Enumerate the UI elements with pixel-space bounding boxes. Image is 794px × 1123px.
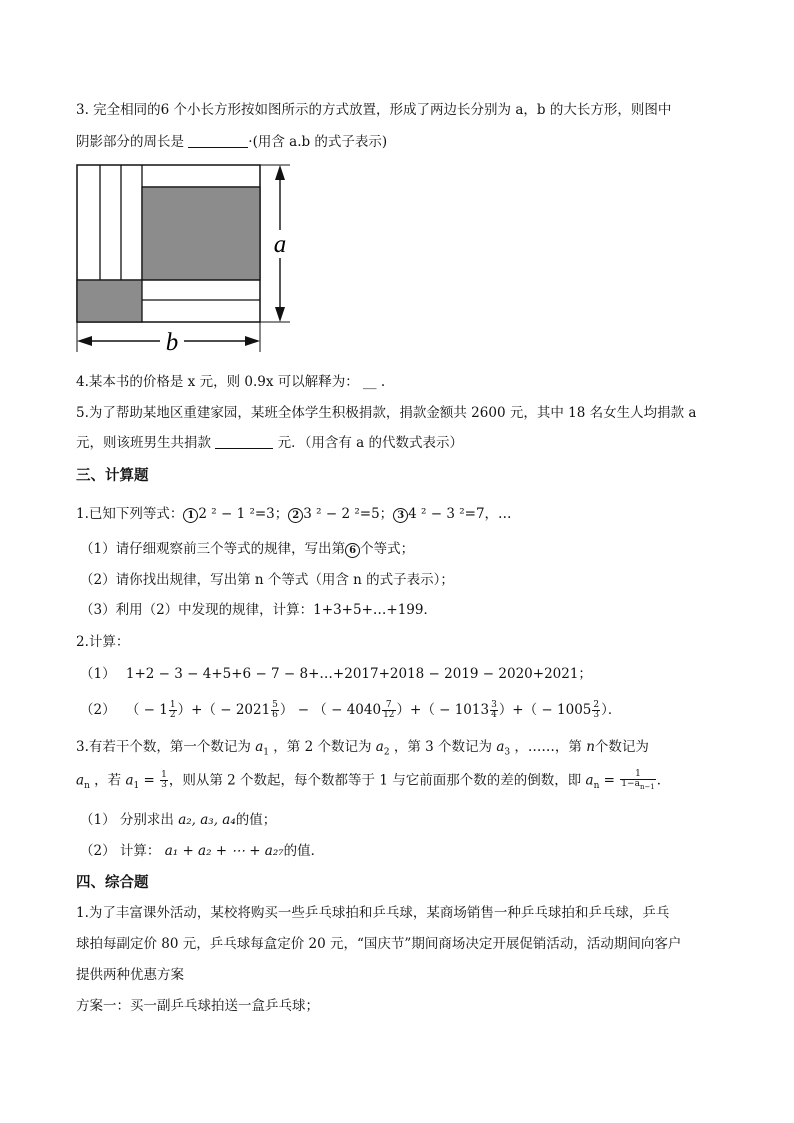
q3-line-1 (76, 100, 671, 120)
q5-text-2a: 元，则该班男生共捐款 (76, 435, 211, 451)
calc2-p2-t6: ）． (601, 702, 622, 718)
frac-den: 3 (161, 780, 167, 791)
frac-num: 5 (272, 700, 278, 710)
circled-number-6: 6 (345, 543, 360, 558)
frac-num: 1 (620, 770, 655, 780)
calc3-text-2a: ，若 (94, 772, 122, 789)
calc3-line-2 (76, 770, 670, 796)
section-4-heading: 四、综合题 (76, 875, 149, 891)
fraction-2 (271, 701, 279, 720)
calc1-part-1 (80, 539, 414, 559)
q5-text: 5.为了帮助某地区重建家园，某班全体学生积极捐款，捐款金额共 2600 元，其中 18 名女生人均捐款 a (76, 405, 697, 421)
a-arrow-up-icon (275, 165, 285, 180)
q5-line-2 (76, 433, 463, 453)
fraction-5 (592, 701, 600, 720)
q5-answer-blank[interactable] (215, 434, 273, 449)
circled-number-2: 2 (288, 508, 303, 523)
circled-number-3: 3 (393, 508, 408, 523)
shaded-region-top (142, 187, 260, 280)
equals-2: = (599, 772, 620, 789)
b-arrow-left-icon (77, 336, 92, 346)
calc3-part-2 (80, 841, 324, 861)
calc3-part-1 (80, 810, 276, 830)
calc2-p2-t1: （ − 1 (125, 702, 168, 718)
fraction-1 (169, 701, 177, 720)
rec-den-text: 1−a (621, 779, 640, 789)
circled-number-1: 1 (183, 508, 198, 523)
math-a1-eq: a (125, 772, 134, 789)
calc3-text-c: ，第 3 个数记为 (393, 739, 493, 755)
frac-num: 2 (593, 700, 600, 710)
q4-line (76, 372, 385, 392)
calc3-text-d: ，……，第 (514, 739, 582, 755)
calc3-text-e: 个数记为 (594, 739, 649, 755)
math-a1: a (255, 739, 264, 755)
comp1-line-2: 球拍每副定价 80 元，乒乓球每盒定价 20 元，“国庆节”期间商场决定开展促销活动，活动期间向客户 (76, 936, 682, 952)
fraction-4 (490, 701, 498, 720)
sub-n: n (84, 781, 90, 792)
q3-answer-blank[interactable] (188, 133, 248, 148)
calc3-p2-end: 的值． (283, 843, 325, 859)
comp1-line-1: 1.为了丰富课外活动，某校将购买一些乒乓球拍和乒乓球，某商场销售一种乒乓球拍和乒乓球，乒乓 (76, 905, 670, 921)
comp1-line-3: 提供两种优惠方案 (76, 967, 184, 983)
calc2-part-2 (80, 700, 621, 720)
calc1-p1-text: （1）请仔细观察前三个等式的规律，写出第 (80, 541, 346, 557)
sub-2: 2 (383, 747, 390, 758)
rectangle-figure (72, 160, 332, 360)
frac-num: 1 (169, 700, 176, 710)
fraction-3 (382, 701, 395, 720)
frac-den: 12 (383, 710, 395, 720)
q4-end: . (380, 374, 386, 390)
calc2-p2-t2: ）+（ − 2021 (177, 702, 271, 718)
calc2-title: 2.计算： (76, 634, 130, 650)
label-b: b (165, 329, 179, 356)
calc1-eq3: 4 ² − 3 ²=7，… (408, 506, 512, 522)
b-arrow-right-icon (245, 336, 260, 346)
sub-3: 3 (504, 747, 511, 758)
calc2-p1-label: （1） (80, 666, 116, 682)
calc2-p2-t4: ）+（ − 1013 (396, 702, 490, 718)
fraction-recurrence (620, 770, 655, 792)
q3-text-2b: ·(用含 a.b 的式子表示) (248, 134, 388, 150)
frac-den: 2 (169, 710, 176, 720)
calc3-p2-text: （2） 计算： (80, 843, 161, 859)
calc3-p1-end: 的值； (235, 812, 277, 828)
calc1-eq1: 2 ² − 1 ²=3； (198, 506, 289, 522)
frac-den: 6 (272, 710, 278, 720)
q4-answer-blank[interactable]: __ (363, 374, 377, 390)
calc1-p1-end: 个等式； (360, 541, 415, 557)
fraction-one-third (160, 771, 168, 790)
calc1-part-2: （2）请你找出规律，写出第 n 个等式（用含 n 的式子表示）； (80, 572, 454, 588)
frac-num: 1 (161, 770, 167, 781)
q3-text-2a: 阴影部分的周长是 (76, 134, 184, 150)
frac-den: 3 (593, 710, 600, 720)
calc3-text-2c: ． (656, 772, 671, 789)
shaded-region-bottom (77, 280, 142, 322)
frac-den (620, 780, 655, 792)
math-a2: a (375, 739, 384, 755)
label-a: a (273, 231, 287, 258)
calc3-text-2b: ，则从第 2 个数起，每个数都等于 1 与它前面那个数的差的倒数，即 (168, 772, 582, 789)
calc1-intro-text: 1.已知下列等式： (76, 506, 184, 522)
comp1-line-4: 方案一：买一副乒乓球拍送一盒乒乓球； (76, 998, 319, 1014)
calc1-intro (76, 504, 512, 524)
math-a3: a (496, 739, 505, 755)
frac-num: 7 (382, 701, 395, 711)
calc2-p2-t5: ）+（ − 1005 (498, 702, 592, 718)
calc3-p1-text: （1） 分别求出 (80, 812, 174, 828)
calc1-eq2: 3 ² − 2 ²=5； (303, 506, 394, 522)
calc2-p2-t3: ） − （ − 4040 (279, 702, 382, 718)
section-3-heading: 三、计算题 (76, 468, 149, 484)
calc3-text-b: ，第 2 个数记为 (273, 739, 372, 755)
equals: = (139, 772, 160, 789)
math-an: a (76, 772, 85, 789)
q5-line-1 (76, 403, 696, 423)
frac-den: 4 (491, 710, 497, 720)
calc3-p2-expr: a₁ + a₂ + ⋯ + a₂₇ (164, 843, 284, 859)
calc3-text-a: 3.有若干个数，第一个数记为 (76, 739, 251, 755)
q4-text: 4.某本书的价格是 x 元，则 0.9x 可以解释为： (76, 374, 359, 390)
q3-line-2 (76, 132, 387, 152)
calc3-p1-expr: a₂, a₃, a₄ (178, 812, 236, 828)
q5-text-2b: 元．（用含有 a 的代数式表示） (277, 435, 463, 451)
calc2-p2-label: （2） (80, 702, 116, 718)
rec-den-sub: n−1 (639, 782, 655, 791)
q3-text: 3. 完全相同的6 个小长方形按如图所示的方式放置，形成了两边长分别为 a，b 的大长方形，则图中 (76, 102, 672, 118)
calc2-p1-expr: 1+2 − 3 − 4+5+6 − 7 − 8+…+2017+2018 − 2019 − 2020+2021； (125, 666, 592, 682)
sub-1b: 1 (133, 781, 140, 792)
frac-num: 3 (491, 700, 497, 710)
math-an-2: a (585, 772, 594, 789)
calc2-part-1 (80, 664, 592, 684)
calc3-line-1 (76, 737, 649, 763)
calc1-part-3: （3）利用（2）中发现的规律，计算：1+3+5+…+199． (80, 602, 437, 618)
sub-n-2: n (593, 781, 600, 792)
math-n: n (586, 739, 595, 755)
sub-1: 1 (263, 747, 269, 758)
a-arrow-down-icon (275, 307, 285, 322)
